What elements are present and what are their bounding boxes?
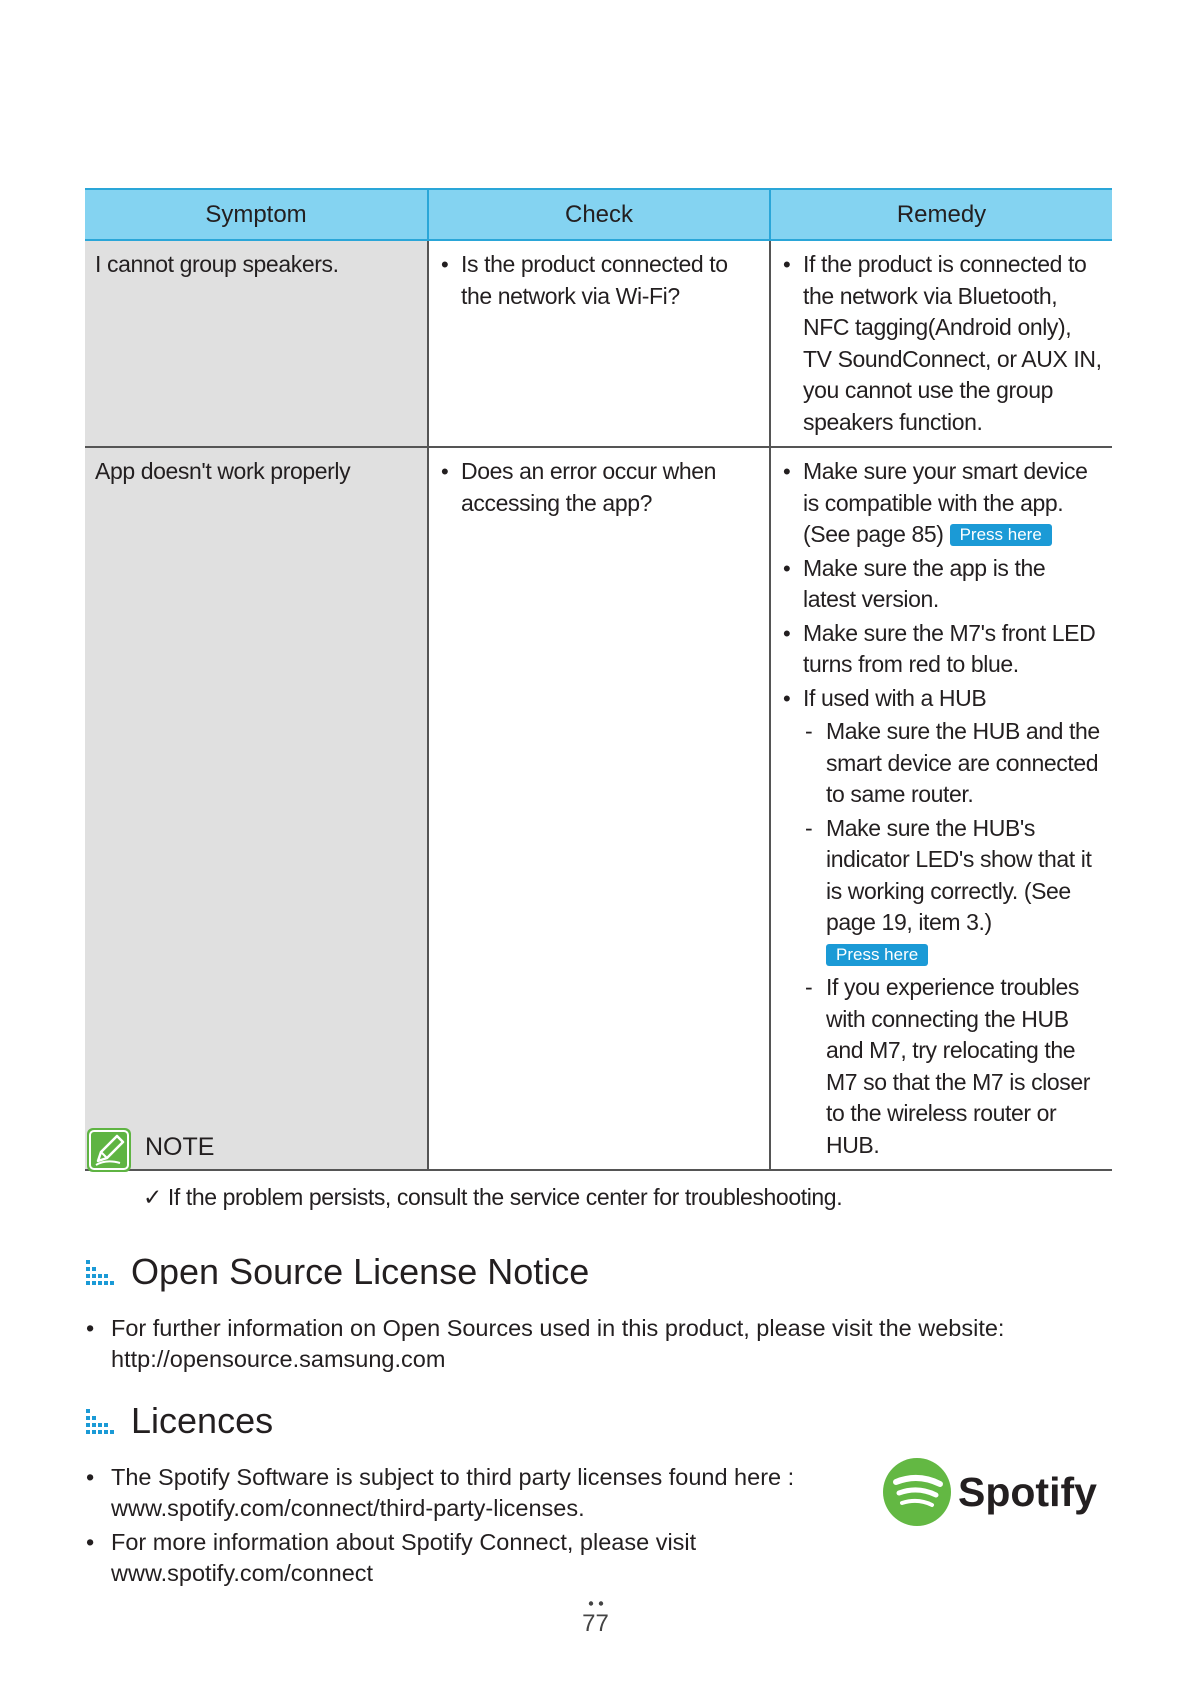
open-source-title: Open Source License Notice (131, 1251, 590, 1292)
table-header-row (85, 189, 1112, 240)
remedy-cell (770, 240, 1112, 447)
hub-item: - Make sure the HUB and the smart device are connected to same router. (803, 716, 1102, 811)
press-here-button[interactable]: Press here (826, 944, 928, 966)
check-item: • Does an error occur when accessing the app? (439, 456, 759, 519)
table-row (85, 240, 1112, 447)
spotify-wordmark: Spotify (958, 1469, 1097, 1515)
header-symptom: Symptom (85, 189, 428, 240)
open-source-paragraph (86, 1313, 1116, 1378)
symptom-cell: I cannot group speakers. (85, 240, 428, 447)
hub-item: - If you experience troubles with connecting the HUB and M7, try relocating the M7 so that the M7 is closer to the wireless router or HUB. (803, 972, 1102, 1161)
troubleshooting-table (85, 188, 1112, 1171)
remedy-cell (770, 447, 1112, 1170)
page-dots-icon (588, 1601, 604, 1606)
note-title: NOTE (145, 1133, 215, 1161)
page-number: 77 (582, 1610, 609, 1637)
table-row (85, 447, 1112, 1170)
header-remedy: Remedy (770, 189, 1112, 240)
section-bars-icon (86, 1258, 118, 1290)
licence-item: • For more information about Spotify Connect, please visit www.spotify.com/connect (86, 1527, 866, 1589)
spotify-logo (882, 1456, 1112, 1528)
remedy-item: • If used with a HUB - Make sure the HUB and the smart device are connected to same router. - Make sure the HUB's indicator LED's show that it is working correctly. (See page 19, item 3.) Press here - If you experience troubles with connecting the HUB and M7, try relocating the M7 so that the M7 is closer to the wireless router or HUB. (781, 683, 1102, 1162)
check-cell (428, 240, 770, 447)
remedy-item: • Make sure the M7's front LED turns from red to blue. (781, 618, 1102, 681)
header-check: Check (428, 189, 770, 240)
symptom-cell: App doesn't work properly (85, 447, 428, 1170)
note-text: ✓ If the problem persists, consult the service center for troubleshooting. (143, 1184, 843, 1210)
open-source-text: • For further information on Open Sources used in this product, please visit the website: http://opensource.samsung.com (86, 1313, 1116, 1375)
licence-item: • The Spotify Software is subject to third party licenses found here : www.spotify.com/connect/third-party-licenses. (86, 1462, 866, 1524)
remedy-item: • Make sure your smart device is compatible with the app. (See page 85) Press here (781, 456, 1102, 551)
check-cell (428, 447, 770, 1170)
hub-item: - Make sure the HUB's indicator LED's show that it is working correctly. (See page 19, item 3.) Press here (803, 813, 1102, 971)
note-pencil-icon (86, 1127, 132, 1173)
licences-list (86, 1462, 866, 1592)
licences-title: Licences (131, 1400, 274, 1441)
remedy-item: • Make sure the app is the latest version. (781, 553, 1102, 616)
press-here-button[interactable]: Press here (950, 524, 1052, 546)
section-bars-icon (86, 1407, 118, 1439)
remedy-item: • If the product is connected to the network via Bluetooth, NFC tagging(Android only), TV SoundConnect, or AUX IN, you cannot use the group speakers function. (781, 249, 1102, 438)
check-item: • Is the product connected to the network via Wi-Fi? (439, 249, 759, 312)
